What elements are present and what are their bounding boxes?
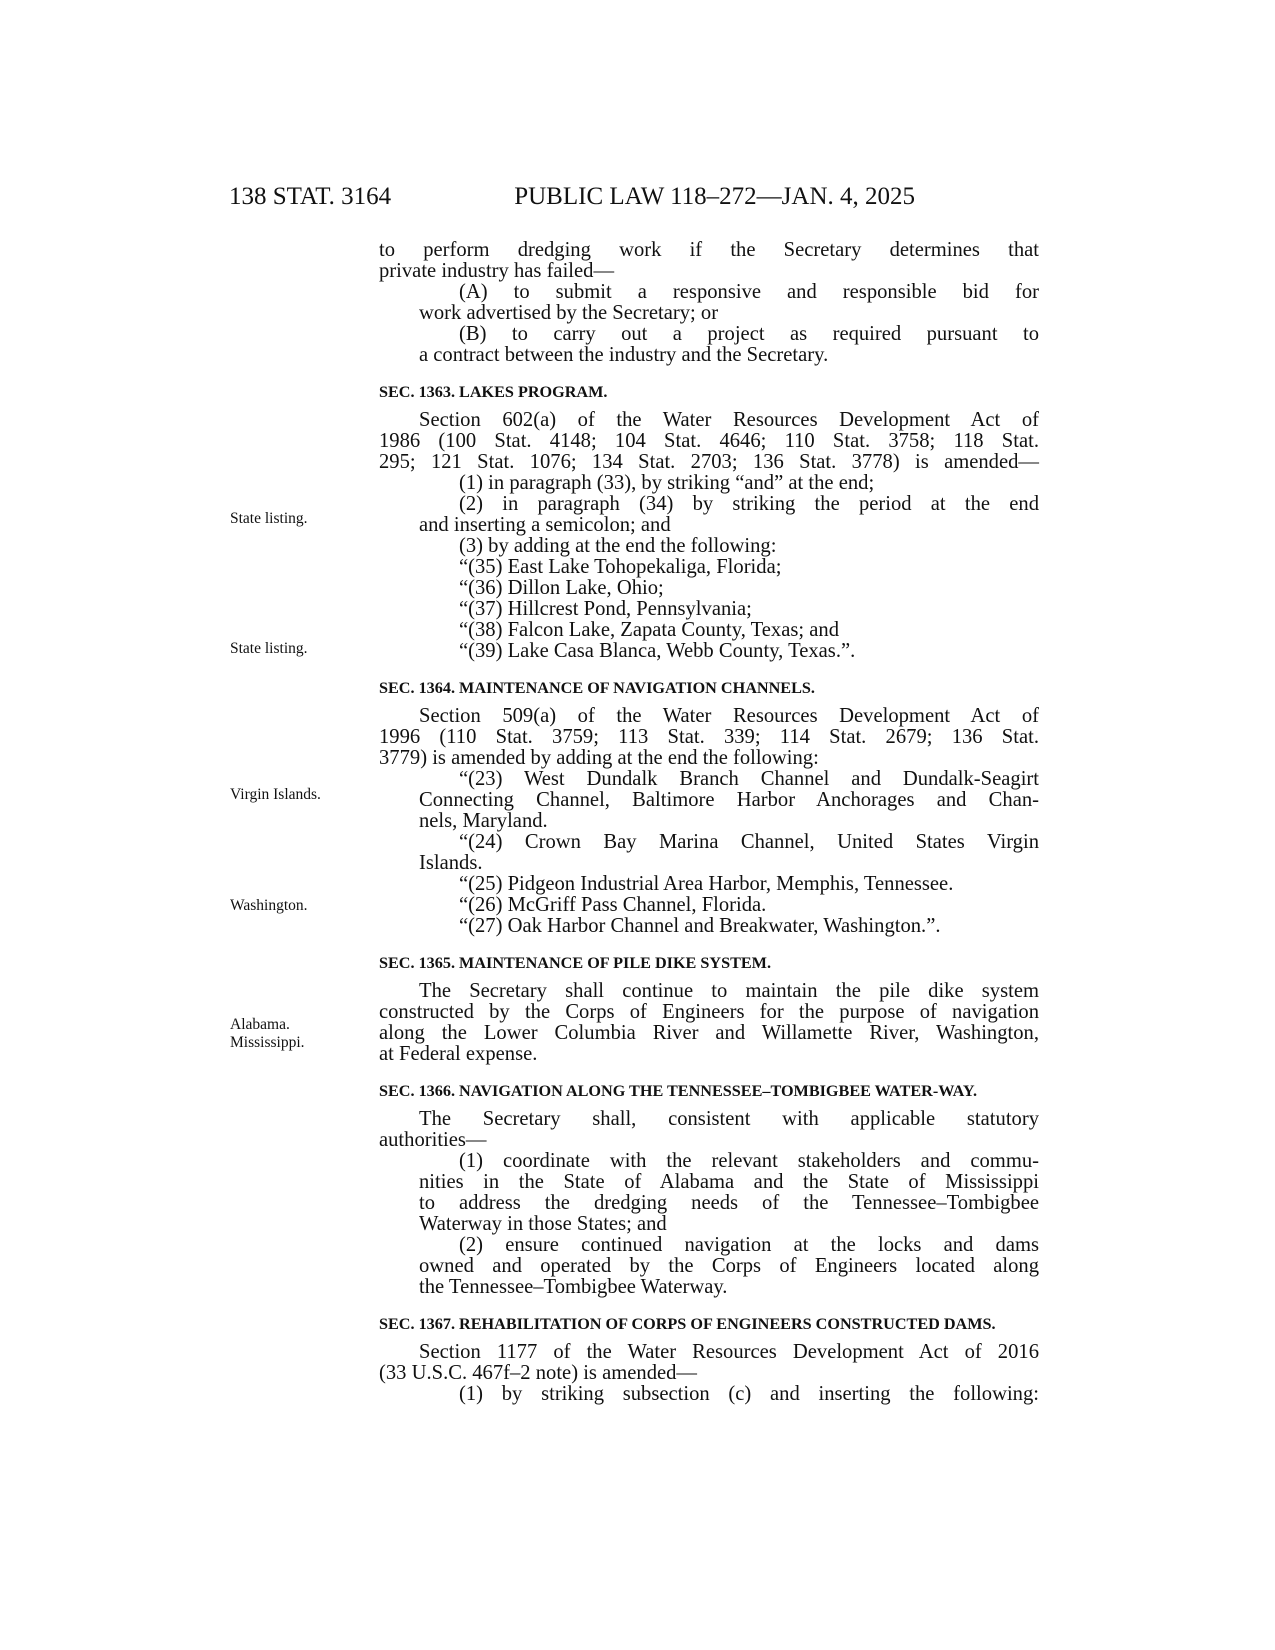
- text-line: “(35) East Lake Tohopekaliga, Florida;: [459, 556, 782, 578]
- text-line: 295; 121 Stat. 1076; 134 Stat. 2703; 136 Stat. 3778) is amended—: [379, 451, 1039, 473]
- text-line: private industry has failed—: [379, 260, 615, 282]
- section-heading-1367: SEC. 1367. REHABILITATION OF CORPS OF ENGINEERS CONSTRUCTED DAMS.: [379, 1315, 996, 1333]
- running-header: [229, 182, 915, 212]
- text-line: to address the dredging needs of the Tennessee–Tombigbee: [419, 1192, 1039, 1214]
- section-heading-1365: SEC. 1365. MAINTENANCE OF PILE DIKE SYSTEM.: [379, 954, 772, 972]
- text-line: at Federal expense.: [379, 1043, 538, 1065]
- text-line: 1996 (110 Stat. 3759; 113 Stat. 339; 114 Stat. 2679; 136 Stat.: [379, 726, 1039, 748]
- text-line: “(23) West Dundalk Branch Channel and Dundalk-Seagirt: [459, 768, 1039, 790]
- text-line: Section 1177 of the Water Resources Development Act of 2016: [419, 1341, 1039, 1363]
- text-line: “(27) Oak Harbor Channel and Breakwater, Washington.”.: [459, 915, 941, 937]
- text-line: (2) ensure continued navigation at the locks and dams: [459, 1234, 1039, 1256]
- text-line: “(24) Crown Bay Marina Channel, United States Virgin: [459, 831, 1039, 853]
- text-line: Section 509(a) of the Water Resources Development Act of: [419, 705, 1039, 727]
- public-law-title: PUBLIC LAW 118–272—JAN. 4, 2025: [514, 183, 915, 210]
- text-line: Section 602(a) of the Water Resources Development Act of: [419, 409, 1039, 431]
- text-line: work advertised by the Secretary; or: [419, 302, 719, 324]
- text-line: Connecting Channel, Baltimore Harbor Anchorages and Chan-: [419, 789, 1039, 811]
- text-line: (33 U.S.C. 467f–2 note) is amended—: [379, 1362, 698, 1384]
- text-line: “(38) Falcon Lake, Zapata County, Texas; and: [459, 619, 839, 641]
- text-line: (A) to submit a responsive and responsible bid for: [459, 281, 1039, 303]
- text-line: (2) in paragraph (34) by striking the period at the end: [459, 493, 1039, 515]
- margin-note-state-listing-1: State listing.: [230, 510, 308, 527]
- text-line: (B) to carry out a project as required pursuant to: [459, 323, 1039, 345]
- margin-note-state-listing-2: State listing.: [230, 640, 308, 657]
- text-line: “(25) Pidgeon Industrial Area Harbor, Memphis, Tennessee.: [459, 873, 954, 895]
- text-line: nities in the State of Alabama and the State of Mississippi: [419, 1171, 1039, 1193]
- margin-note-washington: Washington.: [230, 897, 308, 914]
- text-line: and inserting a semicolon; and: [419, 514, 671, 536]
- text-line: constructed by the Corps of Engineers for the purpose of navigation: [379, 1001, 1039, 1023]
- text-line: 1986 (100 Stat. 4148; 104 Stat. 4646; 110 Stat. 3758; 118 Stat.: [379, 430, 1039, 452]
- section-heading-1363: SEC. 1363. LAKES PROGRAM.: [379, 383, 608, 401]
- text-line: (3) by adding at the end the following:: [459, 535, 777, 557]
- text-line: owned and operated by the Corps of Engineers located along: [419, 1255, 1039, 1277]
- section-heading-1364: SEC. 1364. MAINTENANCE OF NAVIGATION CHANNELS.: [379, 679, 815, 697]
- text-line: the Tennessee–Tombigbee Waterway.: [419, 1276, 728, 1298]
- text-line: The Secretary shall continue to maintain the pile dike system: [419, 980, 1039, 1002]
- text-line: (1) in paragraph (33), by striking “and” at the end;: [459, 472, 875, 494]
- text-line: 3779) is amended by adding at the end the following:: [379, 747, 819, 769]
- margin-note-virgin-islands: Virgin Islands.: [230, 786, 321, 803]
- margin-note-alabama: Alabama.: [230, 1016, 290, 1033]
- text-line: along the Lower Columbia River and Willamette River, Washington,: [379, 1022, 1039, 1044]
- text-line: Islands.: [419, 852, 483, 874]
- text-line: Waterway in those States; and: [419, 1213, 667, 1235]
- text-line: “(37) Hillcrest Pond, Pennsylvania;: [459, 598, 752, 620]
- text-line: “(39) Lake Casa Blanca, Webb County, Texas.”.: [459, 640, 856, 662]
- text-line: (1) coordinate with the relevant stakeholders and commu-: [459, 1150, 1039, 1172]
- text-line: “(36) Dillon Lake, Ohio;: [459, 577, 664, 599]
- text-line: (1) by striking subsection (c) and inserting the following:: [459, 1383, 1039, 1405]
- text-line: authorities—: [379, 1129, 487, 1151]
- section-heading-1366: SEC. 1366. NAVIGATION ALONG THE TENNESSEE–TOMBIGBEE WATER-WAY.: [379, 1082, 978, 1100]
- main-text-column: [379, 240, 1039, 1405]
- text-line: nels, Maryland.: [419, 810, 548, 832]
- text-line: to perform dredging work if the Secretary determines that: [379, 239, 1039, 261]
- text-line: The Secretary shall, consistent with applicable statutory: [419, 1108, 1039, 1130]
- text-line: a contract between the industry and the Secretary.: [419, 344, 829, 366]
- margin-note-mississippi: Mississippi.: [230, 1034, 305, 1051]
- page-stat-number: 138 STAT. 3164: [229, 183, 392, 210]
- text-line: “(26) McGriff Pass Channel, Florida.: [459, 894, 767, 916]
